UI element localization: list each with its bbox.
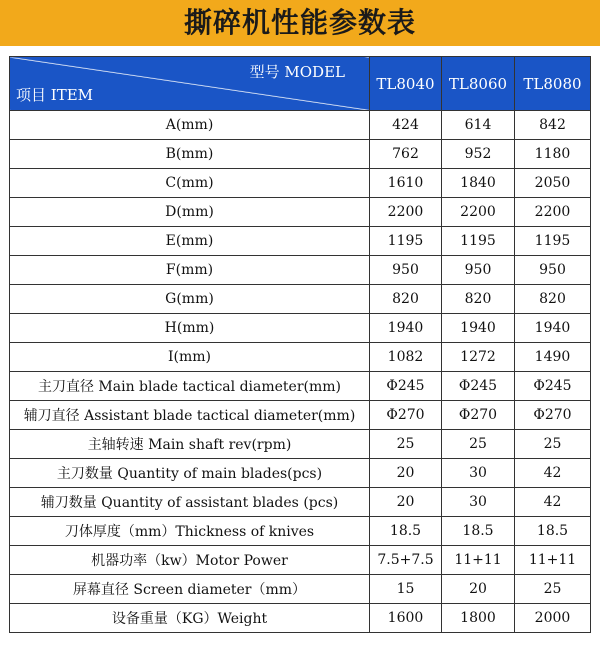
row-value: Φ245 [442, 372, 515, 401]
table-row [10, 604, 591, 633]
row-value: 30 [442, 488, 515, 517]
table-row [10, 517, 591, 546]
row-label: 主轴转速 Main shaft rev(rpm) [10, 430, 370, 459]
row-value: 42 [515, 488, 591, 517]
row-value: 1195 [515, 227, 591, 256]
row-value: 424 [370, 111, 442, 140]
table-row [10, 314, 591, 343]
row-value: 1272 [442, 343, 515, 372]
model-header-tl8060: TL8060 [442, 57, 515, 111]
row-value: 950 [442, 256, 515, 285]
row-value: 18.5 [515, 517, 591, 546]
row-value: 1490 [515, 343, 591, 372]
row-label: F(mm) [10, 256, 370, 285]
row-value: Φ245 [370, 372, 442, 401]
row-value: 25 [515, 430, 591, 459]
row-label: 主刀直径 Main blade tactical diameter(mm) [10, 372, 370, 401]
row-value: 1600 [370, 604, 442, 633]
row-label: 机器功率（kw）Motor Power [10, 546, 370, 575]
table-row [10, 430, 591, 459]
row-value: 20 [442, 575, 515, 604]
row-value: 30 [442, 459, 515, 488]
table-row [10, 285, 591, 314]
row-value: 2050 [515, 169, 591, 198]
row-label: 主刀数量 Quantity of main blades(pcs) [10, 459, 370, 488]
row-value: 1195 [442, 227, 515, 256]
table-row [10, 459, 591, 488]
row-label: C(mm) [10, 169, 370, 198]
row-value: 1840 [442, 169, 515, 198]
diagonal-header-cell [10, 57, 370, 111]
row-value: 614 [442, 111, 515, 140]
row-value: 842 [515, 111, 591, 140]
row-value: 25 [370, 430, 442, 459]
table-row [10, 401, 591, 430]
model-header-tl8080: TL8080 [515, 57, 591, 111]
row-label: A(mm) [10, 111, 370, 140]
row-value: 2200 [370, 198, 442, 227]
row-value: 2200 [515, 198, 591, 227]
model-header-label: 型号 MODEL [249, 63, 345, 81]
table-row [10, 546, 591, 575]
table-row [10, 256, 591, 285]
row-value: Φ270 [370, 401, 442, 430]
row-value: 1180 [515, 140, 591, 169]
row-label: I(mm) [10, 343, 370, 372]
table-row [10, 575, 591, 604]
row-value: 18.5 [442, 517, 515, 546]
table-header-row [10, 57, 591, 111]
row-value: 25 [515, 575, 591, 604]
table-row [10, 169, 591, 198]
row-label: E(mm) [10, 227, 370, 256]
table-row [10, 198, 591, 227]
row-value: 820 [370, 285, 442, 314]
row-value: 2000 [515, 604, 591, 633]
row-value: 42 [515, 459, 591, 488]
title-banner [0, 0, 600, 46]
row-label: D(mm) [10, 198, 370, 227]
row-value: 950 [370, 256, 442, 285]
row-label: B(mm) [10, 140, 370, 169]
row-label: 刀体厚度（mm）Thickness of knives [10, 517, 370, 546]
row-value: 1940 [515, 314, 591, 343]
table-row [10, 140, 591, 169]
table-row [10, 372, 591, 401]
row-value: 11+11 [515, 546, 591, 575]
spec-table [9, 56, 591, 633]
row-value: 1610 [370, 169, 442, 198]
row-value: 952 [442, 140, 515, 169]
row-value: 2200 [442, 198, 515, 227]
row-label: 设备重量（KG）Weight [10, 604, 370, 633]
row-value: 820 [515, 285, 591, 314]
row-label: G(mm) [10, 285, 370, 314]
row-value: 1940 [370, 314, 442, 343]
row-label: 辅刀直径 Assistant blade tactical diameter(mm) [10, 401, 370, 430]
row-value: 15 [370, 575, 442, 604]
row-value: Φ245 [515, 372, 591, 401]
item-header-label: 项目 ITEM [16, 86, 94, 104]
row-value: 20 [370, 459, 442, 488]
row-value: 25 [442, 430, 515, 459]
row-value: Φ270 [515, 401, 591, 430]
row-label: 辅刀数量 Quantity of assistant blades (pcs) [10, 488, 370, 517]
row-value: 7.5+7.5 [370, 546, 442, 575]
row-value: 20 [370, 488, 442, 517]
row-value: 18.5 [370, 517, 442, 546]
row-value: 1082 [370, 343, 442, 372]
table-row [10, 111, 591, 140]
row-value: 950 [515, 256, 591, 285]
table-row [10, 227, 591, 256]
row-value: 1195 [370, 227, 442, 256]
row-value: 1940 [442, 314, 515, 343]
row-value: 762 [370, 140, 442, 169]
row-value: Φ270 [442, 401, 515, 430]
row-label: H(mm) [10, 314, 370, 343]
page-title: 撕碎机性能参数表 [183, 6, 416, 39]
row-value: 820 [442, 285, 515, 314]
row-value: 11+11 [442, 546, 515, 575]
table-row [10, 488, 591, 517]
model-header-tl8040: TL8040 [370, 57, 442, 111]
table-row [10, 343, 591, 372]
row-label: 屏幕直径 Screen diameter（mm） [10, 575, 370, 604]
row-value: 1800 [442, 604, 515, 633]
